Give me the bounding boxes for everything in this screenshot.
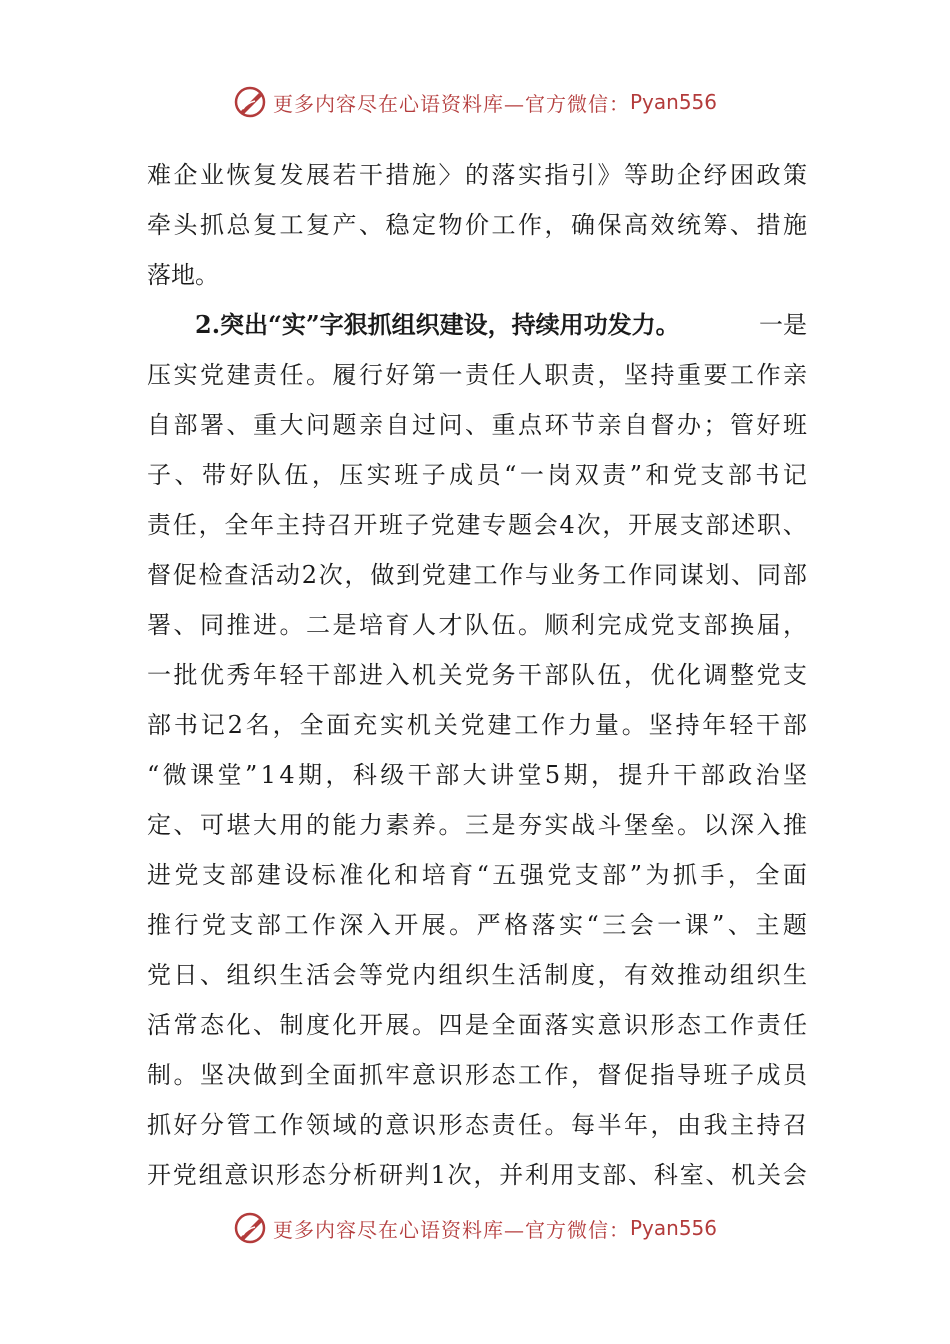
document-body — [147, 150, 807, 1200]
text-line: 落地。 — [147, 261, 219, 289]
header-watermark — [0, 82, 950, 122]
text-line: 督 促 检 查 活 动 2 次 ， 做 到 党 建 工 作 与 业 务 工 作 同 谋 划 、 同 部 — [147, 561, 807, 589]
text-line: 难 企 业 恢 复 发 展 若 干 措 施 〉 的 落 实 指 引 》 等 助 企 纾 困 政 策 — [147, 161, 807, 189]
text-line: 牵 头 抓 总 复 工 复 产 、 稳 定 物 价 工 作 ， 确 保 高 效 统 筹 、 措 施 — [147, 211, 807, 239]
text-line: 活 常 态 化 、 制 度 化 开 展 。 四 是 全 面 落 实 意 识 形 态 工 作 责 任 — [147, 1011, 807, 1039]
watermark-wechat-id: Pyan556 — [629, 90, 717, 114]
text-line: 署 、 同 推 进 。 二 是 培 育 人 才 队 伍 。 顺 利 完 成 党 支 部 换 届 ， — [147, 611, 807, 639]
quill-logo-icon — [233, 1211, 267, 1245]
text-line: 进 党 支 部 建 设 标 准 化 和 培 育 “ 五 强 党 支 部 ” 为 抓 手 ， 全 面 — [147, 861, 807, 889]
watermark-text: 更多内容尽在心语资料库—官方微信： — [272, 91, 630, 116]
text-line: 制 。 坚 决 做 到 全 面 抓 牢 意 识 形 态 工 作 ， 督 促 指 导 班 子 成 员 — [147, 1061, 807, 1089]
text-line: 子 、 带 好 队 伍 ， 压 实 班 子 成 员 “ 一 岗 双 责 ” 和 党 支 部 书 记 — [147, 461, 807, 489]
text-line: 自 部 署 、 重 大 问 题 亲 自 过 问 、 重 点 环 节 亲 自 督 办 ； 管 好 班 — [147, 411, 807, 439]
text-line: 开 党 组 意 识 形 态 分 析 研 判 1 次 ， 并 利 用 支 部 、 科 室 、 机 关 会 — [147, 1161, 807, 1189]
text-line: 推 行 党 支 部 工 作 深 入 开 展 。 严 格 落 实 “ 三 会 一 课 ” 、 主 题 — [147, 911, 807, 939]
text-line: 定 、 可 堪 大 用 的 能 力 素 养 。 三 是 夯 实 战 斗 堡 垒 。 以 深 入 推 — [147, 811, 807, 839]
text-line: 党 日 、 组 织 生 活 会 等 党 内 组 织 生 活 制 度 ， 有 效 推 动 组 织 生 — [147, 961, 807, 989]
text-fragment: 一是 — [759, 311, 807, 339]
text-line: 部 书 记 2 名 ， 全 面 充 实 机 关 党 建 工 作 力 量 。 坚 持 年 轻 干 部 — [147, 711, 807, 739]
text-line: “ 微 课 堂 ” 1 4 期 ， 科 级 干 部 大 讲 堂 5 期 ， 提 升 干 部 政 治 坚 — [147, 761, 807, 789]
text-line: 抓 好 分 管 工 作 领 域 的 意 识 形 态 责 任 。 每 半 年 ， 由 我 主 持 召 — [147, 1111, 807, 1139]
text-line: 一 批 优 秀 年 轻 干 部 进 入 机 关 党 务 干 部 队 伍 ， 优 化 调 整 党 支 — [147, 661, 807, 689]
quill-logo-icon — [233, 85, 267, 119]
section-heading: 2.突出“实”字狠抓组织建设，持续用功发力。 — [195, 310, 680, 339]
watermark-text: 更多内容尽在心语资料库—官方微信： — [272, 1217, 630, 1242]
paragraph-heading-line — [147, 300, 807, 350]
text-line: 责 任 ， 全 年 主 持 召 开 班 子 党 建 专 题 会 4 次 ， 开 展 支 部 述 职 、 — [147, 511, 807, 539]
text-line: 压 实 党 建 责 任 。 履 行 好 第 一 责 任 人 职 责 ， 坚 持 重 要 工 作 亲 — [147, 361, 807, 389]
watermark-wechat-id: Pyan556 — [629, 1216, 717, 1240]
footer-watermark — [0, 1208, 950, 1248]
